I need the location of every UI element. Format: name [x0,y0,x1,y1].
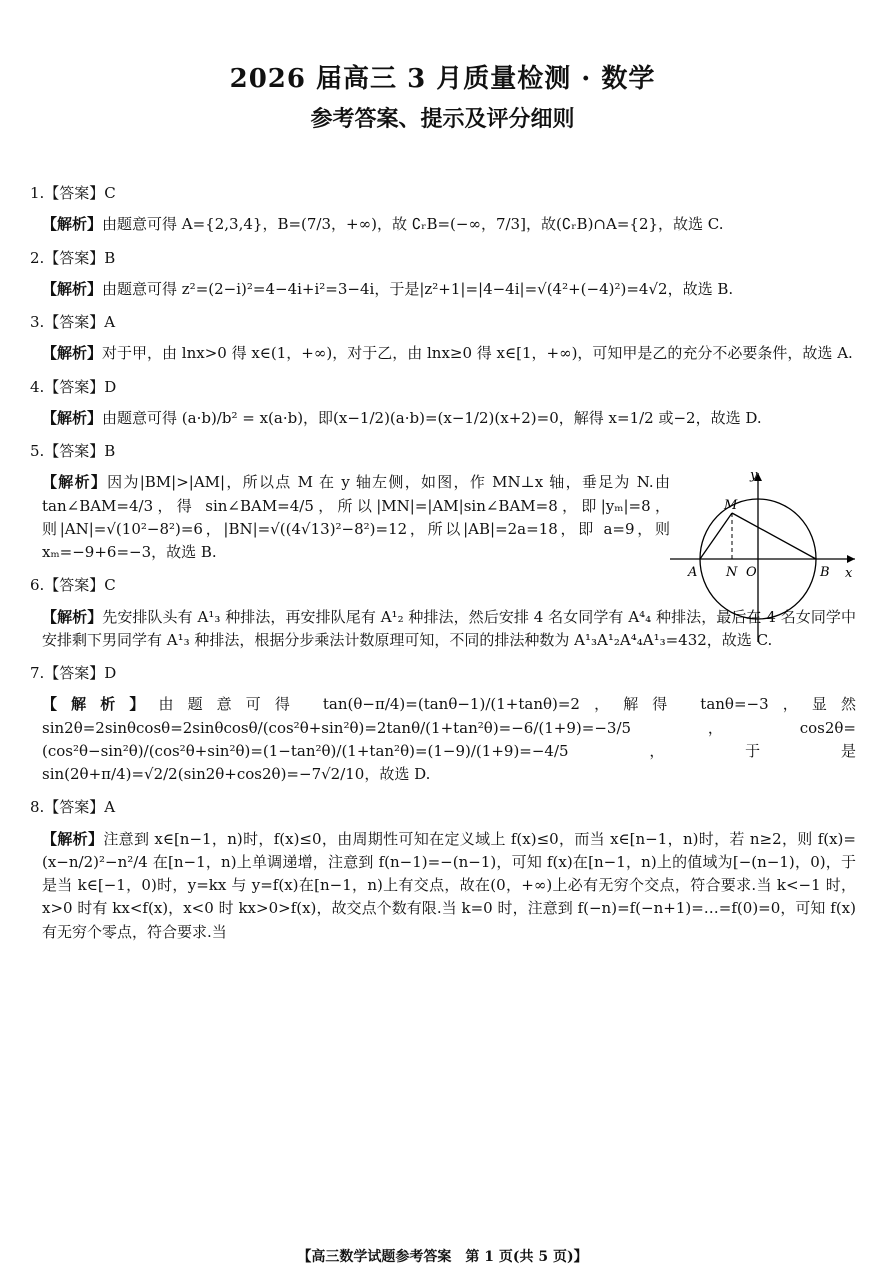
label-x: x [845,566,853,582]
question-4 [30,376,856,431]
analysis-paragraph [42,828,856,944]
page-footer: 【高三数学试题参考答案 第 1 页(共 5 页)】 [297,1249,588,1265]
answer-line: 4.【答案】D [30,377,117,396]
analysis-tag: 【解析】 [42,473,108,492]
analysis-paragraph [42,213,856,236]
question-3 [30,311,856,366]
analysis-text: 因为|BM|>|AM|，所以点 M 在 y 轴左侧，如图，作 MN⊥x 轴，垂足为 N.由 tan∠BAM=4/3，得 sin∠BAM=4/5，所以|MN|=|AM|sin∠BAM=8，即|yₘ|=8，则|AN|=√(10²−8²)=6，|BN|=√((4√13)²−8²)=12，所以|AB|=2a=18，即 a=9，则 xₘ=−9+6=−3，故选 B. [42,473,670,561]
question-5-body [30,468,856,582]
label-y: y [750,468,758,484]
analysis-tag: 【解析】 [42,215,103,234]
analysis-paragraph [42,693,856,786]
analysis-tag: 【解析】 [42,607,103,626]
answer-line: 1.【答案】C [30,184,116,202]
question-2 [30,247,856,302]
question-7 [30,662,856,786]
analysis-paragraph [42,342,856,365]
analysis-tag: 【解析】 [42,344,103,363]
analysis-text: 由题意可得 A={2,3,4}，B=(7/3，+∞)，故 ∁ᵣB=(−∞，7/3]，故(∁ᵣB)∩A={2}，故选 C. [102,215,724,234]
analysis-text: 由题意可得 tan(θ−π/4)=(tanθ−1)/(1+tanθ)=2，解得 tanθ=−3，显然 sin2θ=2sinθcosθ=2sinθcosθ/(cos²θ+sin²θ)=2tanθ/(1+tan²θ)=−6/(1+9)=−3/5，cos2θ=(cos²θ−sin²θ)/(cos²θ+sin²θ)=(1−tan²θ)/(1+tan²θ)=(1−9)/(1+9)=−4/5，于是 sin(2θ+π/4)=√2/2(sin2θ+cos2θ)=−7√2/10，故选 D. [42,695,856,783]
answer-line: 6.【答案】C [30,576,116,595]
answer-line: 3.【答案】A [30,313,116,331]
analysis-text: 注意到 x∈[n−1，n)时，f(x)≤0，由周期性可知在定义域上 f(x)≤0，而当 x∈[n−1，n)时，若 n≥2，则 f(x)=(x−n/2)²−n²/4 在[n−1，n)上单调递增，注意到 f(n−1)=−(n−1)，可知 f(x)在[n−1，n)上的值域为[−(n−1)，0)，于是当 k∈[−1，0)时，y=kx 与 y=f(x)在[n−1，n)上有交点，故在(0，+∞)上必有无穷个交点，符合要求.当 k<−1 时，x>0 时有 kx<f(x)，x<0 时 kx>0>f(x)，故交点个数有限.当 k=0 时，注意到 f(−n)=f(−n+1)=…=f(0)=0，可知 f(x)有无穷个零点，符合要求.当 [42,829,856,941]
analysis-tag: 【解析】 [42,408,103,427]
label-A: A [688,565,698,581]
segment-MB [732,513,816,559]
analysis-paragraph [42,471,670,564]
answer-line: 7.【答案】D [30,664,117,682]
label-N: N [726,565,738,581]
analysis-tag: 【解析】 [42,829,104,848]
analysis-paragraph [42,407,856,430]
analysis-tag: 【解析】 [42,695,159,714]
ellipse-figure [670,467,860,642]
label-M: M [724,498,738,514]
page-title: 2026 届高三 3 月质量检测 · 数学 [229,64,656,94]
label-O: O [746,565,757,581]
question-1 [30,182,856,237]
answer-line: 5.【答案】B [30,442,116,460]
analysis-tag: 【解析】 [42,279,103,298]
analysis-text: 对于甲，由 lnx>0 得 x∈(1，+∞)，对于乙，由 lnx≥0 得 x∈[1，+∞)，可知甲是乙的充分不必要条件，故选 A. [102,344,853,363]
page-subtitle: 参考答案、提示及评分细则 [310,106,575,132]
analysis-text: 由题意可得 (a·b)/b² = x(a·b)，即(x−1/2)(a·b)=(x−1/2)(x+2)=0，解得 x=1/2 或−2，故选 D. [102,408,762,427]
answer-line: 2.【答案】B [30,248,116,267]
answer-list [30,182,856,954]
x-axis-arrow-icon [847,555,855,563]
analysis-paragraph [42,278,856,301]
question-5 [30,440,856,582]
answer-line: 8.【答案】A [30,798,116,817]
question-8 [30,796,856,944]
label-B: B [820,565,830,581]
analysis-text: 由题意可得 z²=(2−i)²=4−4i+i²=3−4i，于是|z²+1|=|4−4i|=√(4²+(−4)²)=4√2，故选 B. [102,279,734,298]
analysis-text: 先安排队头有 A¹₃ 种排法，再安排队尾有 A¹₂ 种排法，然后安排 4 名女同学有 A⁴₄ 种排法，最后在 4 名女同学中安排剩下男同学有 A¹₃ 种排法，根据分步乘法计数原理可知，不同的排法种数为 A¹₃A¹₂A⁴₄A¹₃=432，故选 C. [42,607,856,649]
